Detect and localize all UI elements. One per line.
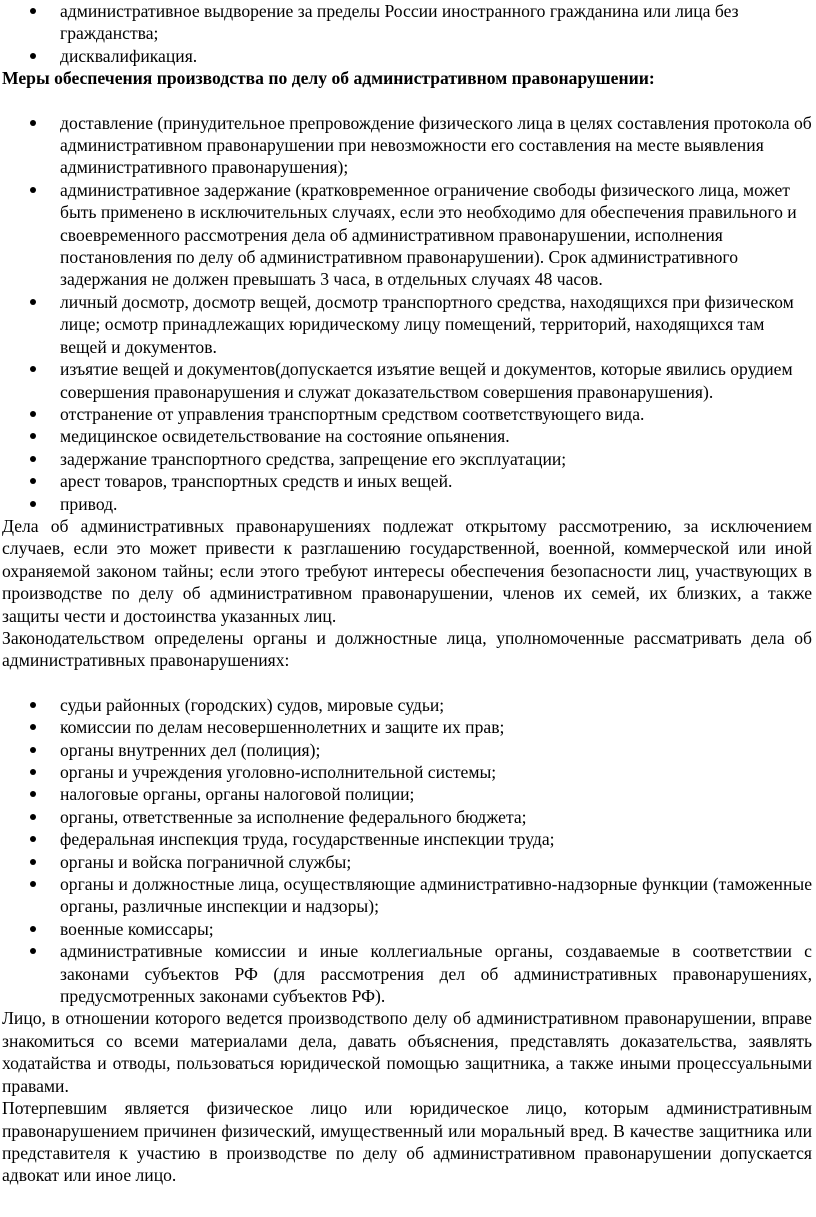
list-item [2, 493, 812, 515]
list-item [2, 291, 812, 358]
bullet-icon [30, 881, 36, 887]
bullet-icon [30, 814, 36, 820]
bullet-icon [30, 8, 36, 14]
person-rights-paragraph: Лицо, в отношении которого ведется производствопо делу об административном правонарушении, вправе знакомиться со всеми материалами дела, давать объяснения, представлять доказательства, заявлять ходатайства и отводы, пользоваться юридической помощью защитника, а также иными процессуальными правами. [2, 1008, 812, 1096]
measures-heading: Меры обеспечения производства по делу об административном правонарушении: [2, 68, 655, 89]
list-item-text: органы и учреждения уголовно-исполнительной системы; [60, 762, 497, 782]
list-item [2, 828, 812, 850]
list-item [2, 358, 812, 403]
punishment-list [2, 0, 812, 67]
bullet-icon [30, 456, 36, 462]
bullet-icon [30, 120, 36, 126]
list-item-text: личный досмотр, досмотр вещей, досмотр транспортного средства, находящихся при физическом лице; осмотр принадлежащих юридическому лицу помещений, территорий, находящихся там вещей и документов. [60, 291, 794, 357]
list-item [2, 761, 812, 783]
list-item [2, 806, 812, 828]
list-item [2, 45, 812, 67]
list-item-text: органы, ответственные за исполнение федерального бюджета; [60, 806, 527, 827]
list-item-text: налоговые органы, органы налоговой полиции; [60, 784, 415, 805]
list-item [2, 694, 812, 716]
list-item [2, 851, 812, 873]
bullet-icon [30, 926, 36, 932]
list-item [2, 112, 812, 179]
list-item [2, 0, 812, 45]
list-item-text: административные комиссии и иные коллегиальные органы, создаваемые в соответствии с законами субъектов РФ (для рассмотрения дел об административных правонарушениях, предусмотренных законами субъектов РФ). [60, 941, 812, 1007]
measures-list [2, 112, 812, 515]
bullet-icon [30, 791, 36, 797]
list-item-text: изъятие вещей и документов(допускается изъятие вещей и документов, которые явились орудием совершения правонарушения и служат доказательством совершения правонарушения). [60, 359, 793, 402]
authorities-intro: Законодательством определены органы и должностные лица, уполномоченные рассматривать дела об административных правонарушениях: [2, 627, 812, 671]
list-item-text: административное выдворение за пределы России иностранного гражданина или лица без гражданства; [60, 1, 739, 44]
bullet-icon [30, 747, 36, 753]
list-item-text: медицинское освидетельствование на состояние опьянения. [60, 426, 510, 447]
bullet-icon [30, 411, 36, 417]
bullet-icon [30, 724, 36, 730]
list-item-text: привод. [60, 493, 118, 514]
list-item-text: органы и войска пограничной службы; [60, 851, 352, 872]
bullet-icon [30, 53, 36, 59]
bullet-icon [30, 366, 36, 372]
list-item-text: отстранение от управления транспортным средством соответствующего вида. [60, 403, 645, 424]
list-item [2, 918, 812, 940]
bullet-icon [30, 187, 36, 193]
list-item-text: комиссии по делам несовершеннолетних и защите их прав; [60, 717, 505, 738]
list-item [2, 425, 812, 447]
list-item-text: доставление (принудительное препровождение физического лица в целях составления протокола об административном правонарушении при невозможности его составления на месте выявления административного правонарушения); [60, 112, 812, 178]
list-item-text: федеральная инспекция труда, государственные инспекции труда; [60, 829, 555, 850]
list-item [2, 403, 812, 425]
bullet-icon [30, 948, 36, 954]
bullet-icon [30, 501, 36, 507]
list-item [2, 873, 812, 918]
list-item [2, 739, 812, 761]
list-item [2, 940, 812, 1007]
bullet-icon [30, 299, 36, 305]
authorities-list [2, 694, 812, 1008]
bullet-icon [30, 702, 36, 708]
list-item [2, 448, 812, 470]
bullet-icon [30, 836, 36, 842]
bullet-icon [30, 859, 36, 865]
list-item-text: органы внутренних дел (полиция); [60, 739, 321, 760]
list-item-text: арест товаров, транспортных средств и иных вещей. [60, 471, 453, 492]
victim-paragraph: Потерпевшим является физическое лицо или юридическое лицо, которым административным правонарушением причинен физический, имущественный или моральный вред. В качестве защитника или представителя к участию в производстве по делу об административном правонарушении допускается адвокат или иное лицо. [2, 1098, 812, 1186]
list-item [2, 470, 812, 492]
list-item [2, 783, 812, 805]
bullet-icon [30, 478, 36, 484]
list-item-text: административное задержание (кратковременное ограничение свободы физического лица, может быть применено в исключительных случаях, если это необходимо для обеспечения правильного и своевременного рассмотрения дела об административном правонарушении, исполнения постановления по делу об административном правонарушении). Срок административного задержания не должен превышать 3 часа, в отдельных случаях 48 часов. [60, 179, 797, 290]
list-item-text: военные комиссары; [60, 918, 214, 939]
list-item-text: задержание транспортного средства, запрещение его эксплуатации; [60, 448, 567, 469]
bullet-icon [30, 769, 36, 775]
list-item-text: судьи районных (городских) судов, мировые судьи; [60, 694, 445, 715]
list-item [2, 716, 812, 738]
list-item-text: органы и должностные лица, осуществляющие административно-надзорные функции (таможенные органы, различные инспекции и надзоры); [60, 874, 812, 917]
open-hearing-paragraph: Дела об административных правонарушениях подлежат открытому рассмотрению, за исключением случаев, если это может привести к разглашению государственной, военной, коммерческой или иной охраняемой законом тайны; если этого требуют интересы обеспечения безопасности лиц, участвующих в производстве по делу об административном правонарушении, членов их семей, их близких, а также защиты чести и достоинства указанных лиц. [2, 515, 812, 626]
list-item-text: дисквалификация. [60, 45, 198, 66]
bullet-icon [30, 433, 36, 439]
list-item [2, 179, 812, 291]
spacer [2, 90, 812, 112]
spacer [2, 672, 812, 694]
